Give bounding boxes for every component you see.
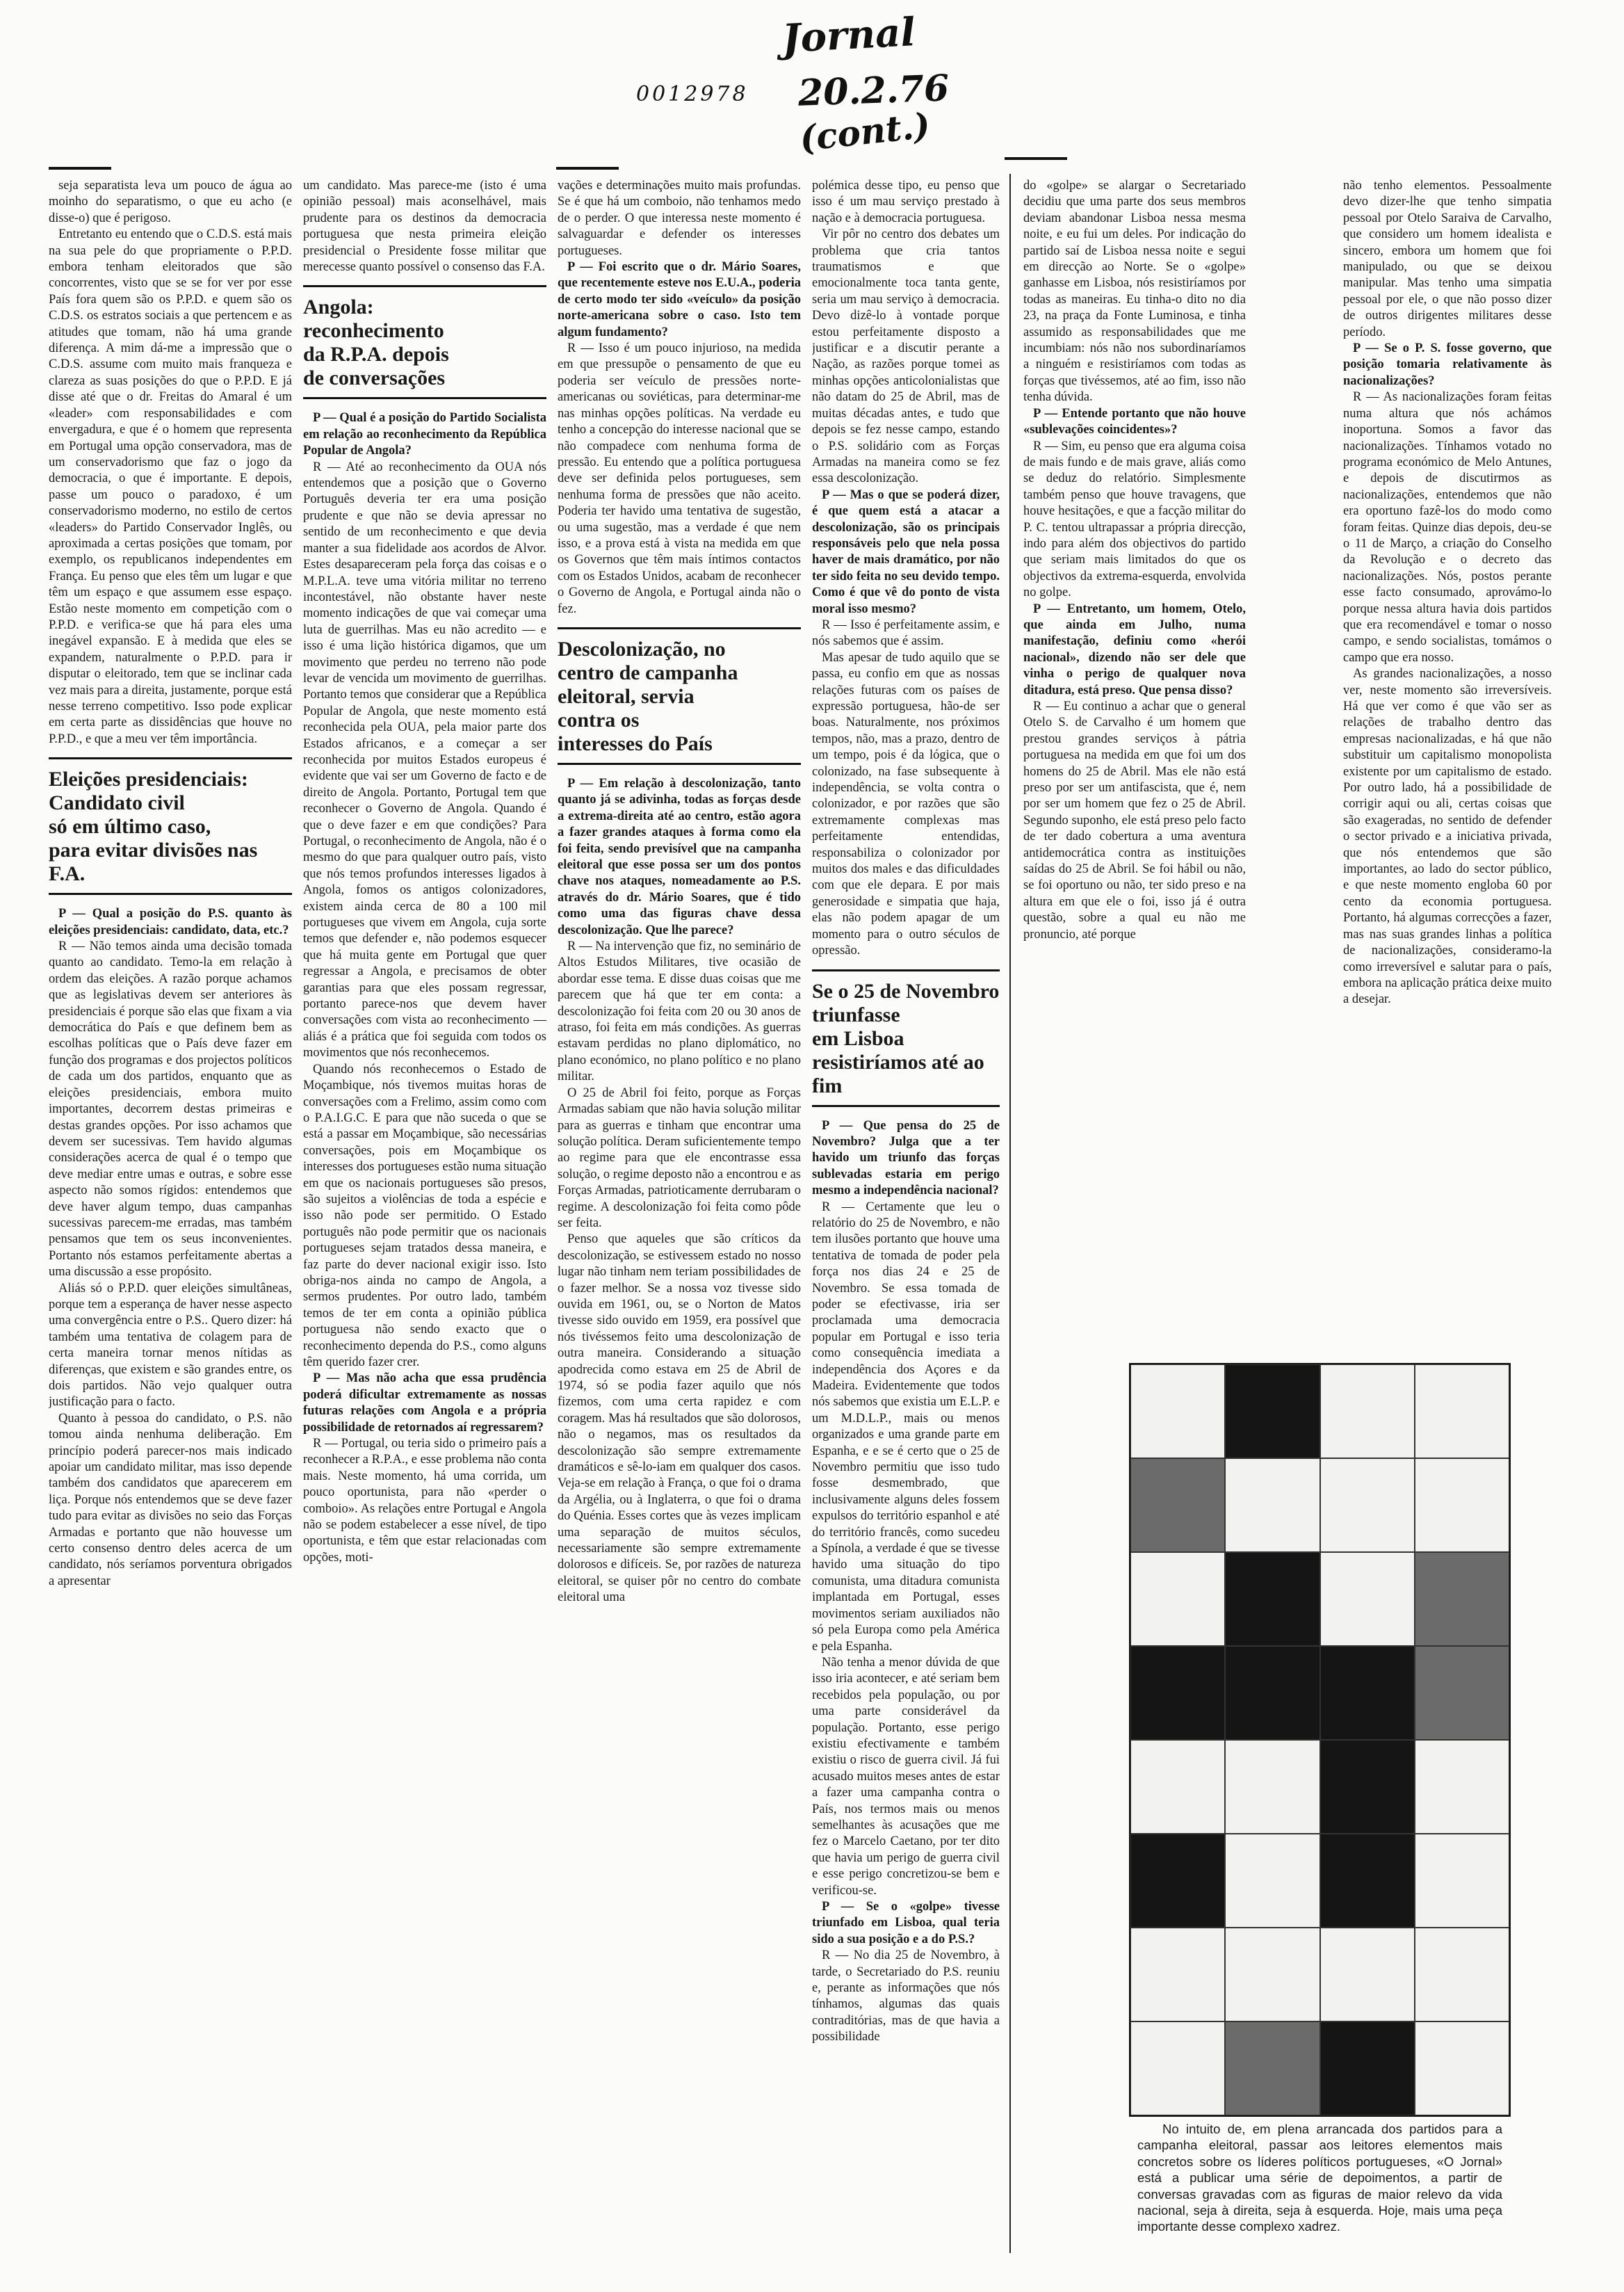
interview-question: P — Se o «golpe» tivesse triunfado em Lisboa, qual teria sido a sua posição e a do P.S.? (812, 1900, 1000, 1946)
article-paragraph: R — Isso é perfeitamente assim, e nós sabemos que é assim. (812, 618, 1000, 649)
section-heading (303, 285, 546, 399)
photo-tile (1130, 1458, 1225, 1552)
photo-tile (1225, 1928, 1320, 2021)
column-rule (556, 167, 619, 170)
photo-tile (1320, 1364, 1415, 1458)
interview-question: P — Foi escrito que o dr. Mário Soares, que recentemente esteve nos E.U.A., poderia de certo modo ter sido «veículo» da posição norte-americana sobre o caso. Isto tem algum fundamento? (558, 260, 801, 339)
article-paragraph: seja separatista leva um pouco de água ao moinho do separatismo, o que eu acho (e disse-o) que é perigoso. (49, 179, 292, 225)
article-paragraph: R — Isso é um pouco injurioso, na medida em que pressupõe o pensamento de que eu poderia ser veículo de pressões norte-americanas ou soviéticas, para determinar-me nas minhas opções políticas. Na verdade eu tenho a concepção do interesse nacional que se não compadece com nenhuma forma de pressão. Eu entendo que a política portuguesa deve ser definida pelos portugueses, sem nenhuma forma de pressões que não aceito. Poderia ter havido uma tentativa de sugestão, ou uma sugestão, mas a verdade é que nem isso, e a prova está à vista na medida em que os Governos que têm mais íntimos contactos com os Estados Unidos, acabam de reconhecer o Governo de Angola, e Portugal ainda não o fez. (558, 341, 801, 616)
photo-tile (1130, 1834, 1225, 1928)
section-heading-line: em Lisboa (812, 1026, 904, 1050)
section-heading-line: só em último caso, (49, 815, 211, 839)
article-paragraph: não tenho elementos. Pessoalmente devo dizer-lhe que tenho simpatia pessoal por Otelo Saraiva de Carvalho, que considero um homem idealista e sincero, embora um homem que foi manipulado, ou que se deixou manipular. Mas tenho uma simpatia pessoal por ele, o que não posso dizer de outros dirigentes militares desse período. (1343, 179, 1552, 339)
photo-tile (1320, 1740, 1415, 1834)
section-heading-line: Eleições presidenciais: (49, 768, 248, 791)
interview-question: P — Qual a posição do P.S. quanto às eleições presidenciais: candidato, data, etc.? (49, 907, 292, 937)
photo-tile (1415, 1740, 1509, 1834)
section-heading (558, 627, 801, 765)
photo-tile (1320, 1552, 1415, 1646)
section-heading-line: reconhecimento (303, 319, 444, 343)
article-paragraph: R — Na intervenção que fiz, no seminário de Altos Estudos Militares, tive ocasião de abordar esse tema. E disse duas coisas que me parecem que há que ter em conta: a descolonização foi feita com 20 ou 30 anos de atraso, foi feita em más condições. As guerras estavam perdidas no plano diplomático, no plano económico, no plano político e no plano militar. (558, 939, 801, 1084)
section-heading (49, 757, 292, 895)
article-paragraph: R — Até ao reconhecimento da OUA nós entendemos que a posição que o Governo Português deveria ter era uma posição prudente e que não se devia apressar no sentido de um reconhecimento e que devia manter a sua fidelidade aos acordos de Alvor. Estes desapareceram pela força das coisas e o M.P.L.A. teve uma vitória militar no terreno incontestável, não obstante haver neste momento indicações de que vai começar uma luta de guerrilhas. Mas eu não acredito — e isso é uma lição histórica digamos, que um movimento que perdeu no terreno não pode levar de vencida um movimento de guerrilhas. Portanto temos que considerar que a República Popular de Angola, que neste momento está reconhecida pela OUA, pela maior parte dos Estados africanos, e a começar a ser reconhecida por muitos Estados europeus é evidente que vai ser um Governo de facto e de direito de Angola. Portanto, Portugal tem que reconhecer o Governo de Angola. Quando é que o deve fazer e em que condições? Para Portugal, o reconhecimento de Angola, não é o mesmo do que para qualquer outro país, visto que nós temos profundos interesses ligados à Angola, fomos os antigos colonizadores, existem ainda cerca de 80 a 100 mil portugueses que vivem em Angola, cuja sorte temos que defender e, não podemos esquecer que há muita gente em Portugal que quer regressar a Angola, e precisamos de obter garantias para que eles possam regressar, portanto parece-nos que devem haver conversações com vista ao reconhecimento — aliás é a prática que foi seguida com todos os movimentos que nós reconhecemos. (303, 460, 546, 1060)
article-paragraph: Entretanto eu entendo que o C.D.S. está mais na sua pele do que propriamente o P.P.D. embora tenham eleitorados que são concorrentes, visto que se se for ver por esse País fora quem são os P.P.D. e quem são os C.D.S. os estratos sociais a que pertencem e as atitudes que tomam, não há uma grande diferença. A mim dá-me a impressão que o C.D.S. assume com muito mais franqueza e clareza as suas posições do que o P.P.D. E já disse até que o dr. Freitas do Amaral é um «leader» com responsabilidades e com envergadura, e que é o homem que representa em Portugal uma opção conservadora, mas de um conservadorismo que faz o jogo da democracia, o que é importante. E depois, passe um pouco o paradoxo, é um conservadorismo moderno, no estilo de certos «leaders» do Partido Conservador Inglês, ou aproximada a certas posições que tomam, por exemplo, os republicanos independentes em França. Eu penso que eles têm um lugar e que têm um espaço e que assumem esse espaço. Estão neste momento em competição com o P.P.D. e verifica-se que há para eles uma inegável expansão. E à medida que eles se expandem, naturalmente o P.P.D. para ir disputar o eleitorado, tem que se inclinar cada vez mais para a direita, justamente, porque está nesse terreno competitivo. Isso pode explicar em certa parte as dissidências que houve no P.P.D., e que a meu ver têm importância. (49, 227, 292, 746)
article-paragraph: do «golpe» se alargar o Secretariado decidiu que uma parte dos seus membros deviam abandonar Lisboa nessa mesma noite, e eu fui um deles. Por indicação do partido saí de Lisboa nessa noite e segui em direcção ao Norte. Se o «golpe» ganhasse em Lisboa, nós resistiríamos por todas as maneiras. Eu tinha-o dito no dia 23, na praça da Fonte Luminosa, e tinha assumido as responsabilidades que me incumbiam: nós não nos subordinaríamos a ninguém e resistiríamos com todas as forças que tivéssemos, até ao fim, isso não tenha dúvida. (1023, 179, 1246, 405)
article-column-3 (558, 178, 801, 2250)
article-paragraph: Quando nós reconhecemos o Estado de Moçambique, nós tivemos muitas horas de conversações com a Frelimo, assim como com o P.A.I.G.C. E para que não suceda o que se está a passar em Moçambique, são necessárias conversações, pois em Moçambique os interesses dos portugueses estão numa situação em que os nacionais portugueses são presos, são sujeitos a violências de toda a espécie e isso não pode ser permitido. O Estado português não pode permitir que os nacionais portugueses sejam tratados dessa maneira, e faz parte do dever nacional exigir isso. Isto obriga-nos ainda no campo de Angola, a sermos prudentes. Por outro lado, também temos de ter em conta a opinião pública portuguesa não sendo exacto que o reconhecimento dependa do P.S., como alguns têm querido fazer crer. (303, 1062, 546, 1369)
interview-question: P — Mas não acha que essa prudência poderá dificultar extremamente as nossas futuras relações com Angola e a própria possibilidade de retornados aí regressarem? (303, 1371, 546, 1435)
article-paragraph: R — Eu continuo a achar que o general Otelo S. de Carvalho é um homem que prestou grandes serviços à pátria portuguesa na medida em que foi um dos homens do 25 de Abril. Mas ele não está preso por ser um antifascista, que é, nem por ser um homem que fez o 25 de Abril. Segundo suponho, ele está preso pelo facto de ter dado cobertura a uma aventura antidemocrática contra as instituições saídas do 25 de Abril. Se foi hábil ou não, se foi oportuno ou não, ter sido preso e na altura em que ele o foi, isso já é outra questão, sobre a qual eu não me pronuncio, até porque (1023, 700, 1246, 942)
article-paragraph: Aliás só o P.P.D. quer eleições simultâneas, porque tem a esperança de haver nesse aspecto uma convergência entre o P.S.. Quero dizer: há também uma tentativa de colagem para de certa maneira tornar menos nítidas as diferenças, que existem e são grandes entre, os dois partidos. Não vejo qualquer outra justificação para o facto. (49, 1281, 292, 1410)
photo-tile (1320, 1834, 1415, 1928)
handwritten-date: 20.2.76 (797, 67, 950, 115)
article-paragraph: Vir pôr no centro dos debates um problema que cria tantos traumatismos e que emocionalmente toca tanta gente, seria um mau serviço à democracia. Devo dizê-lo à vontade porque estou perfeitamente disposto a justificar e a discutir perante a Nação, as razões porque tomei as minhas opções anticolonialistas que não datam do 25 de Abril, mas de muitas décadas antes, e tudo que depois se fez nesse campo, estando o P.S. solidário com as Forças Armadas na maneira como se fez essa descolonização. (812, 227, 1000, 486)
photo-tile (1130, 1928, 1225, 2021)
article-paragraph: Não tenha a menor dúvida de que isso iria acontecer, e até seriam bem recebidos pela população, ou por uma parte considerável da população. Portanto, esse perigo existiu efectivamente e também existiu o risco de guerra civil. Já fui acusado muitos meses antes de estar a fazer uma campanha contra o País, nos termos mais ou menos semelhantes às acusações que me fez o Marcelo Caetano, por ter dito que havia um perigo de guerra civil e esse perigo concretizou-se bem e verificou-se. (812, 1655, 1000, 1898)
article-column-6 (1343, 178, 1552, 1346)
article-paragraph: R — Não temos ainda uma decisão tomada quanto ao candidato. Temo-la em relação à ordem das eleições. A razão porque achamos que as legislativas devem ser anteriores às presidenciais é porque são elas que fixam a via democrática do País e que definem bem as escolhas políticas que o País deve fazer em função dos programas e dos projectos políticos de cada um dos partidos, enquanto que as eleições presidenciais, embora muito importantes, decorrem destas primeiras e destas grandes opções. Por isso achamos que devem ser sucessivas. Tem havido algumas considerações acerca de qual é o tempo que deve mediar entre umas e outras, e sobre esse aspecto não somos rígidos: entendemos que deve haver algum tempo, duas campanhas sucessivas parecem-me erradas, mas também pensamos que tem os seus inconvenientes. Portanto nós estamos perfeitamente abertas a uma discussão a esse propósito. (49, 939, 292, 1280)
section-heading-line: eleitoral, servia (558, 684, 695, 708)
photo-tile (1225, 1458, 1320, 1552)
section-heading-line: resistiríamos até ao fim (812, 1050, 984, 1097)
interview-question: P — Se o P. S. fosse governo, que posição tomaria relativamente às nacionalizações? (1343, 341, 1552, 388)
column-rule (1005, 157, 1067, 160)
photo-tile (1225, 1552, 1320, 1646)
photo-tile (1415, 2021, 1509, 2115)
article-paragraph: R — Sim, eu penso que era alguma coisa de mais fundo e de mais grave, aliás como se deduz do relatório. Simplesmente também penso que houve travagens, que houve hesitações, e que a facção militar do P. C. tentou ultrapassar a própria direcção, indo para além dos objectivos do partido que seriam mais limitados do que os objectivos da extrema-esquerda, envolvida no golpe. (1023, 439, 1246, 600)
article-paragraph: R — Certamente que leu o relatório do 25 de Novembro, e não tem ilusões portanto que houve uma tentativa de tomada de poder pela força nos dias 24 e 25 de Novembro. Se essa tomada de poder se efectivasse, iria ser proclamada uma democracia popular em Portugal e isso teria como consequência imediata a independência dos Açores e da Madeira. Evidentemente que todos nós sabemos que existia um E.L.P. e um M.D.L.P., mais ou menos organizados e uma grande parte em Espanha, e e se é certo que o 25 de Novembro permitiu que isso tudo fosse desmembrado, que inclusivamente alguns deles fossem expulsos do território espanhol e até do território francês, como sucedeu a Spínola, a verdade é que se tivesse havido uma situação do tipo comunista, uma ditadura comunista implantada em Portugal, esses movimentos seriam auxiliados não só pela Europa como pela América e pela Espanha. (812, 1200, 1000, 1654)
interview-question: P — Qual é a posição do Partido Socialista em relação ao reconhecimento da República Popular de Angola? (303, 411, 546, 458)
photo-tile (1320, 1458, 1415, 1552)
section-heading-line: triunfasse (812, 1003, 900, 1026)
interview-question: P — Entretanto, um homem, Otelo, que ainda em Julho, numa manifestação, definiu como «herói nacional», dizendo não ser dele que vinha o perigo de qualquer nova ditadura, está preso. Que pensa disso? (1023, 602, 1246, 697)
photo-tile (1415, 1364, 1509, 1458)
section-heading-line: Descolonização, no (558, 637, 726, 661)
photo-tile (1415, 1834, 1509, 1928)
article-paragraph: Quanto à pessoa do candidato, o P.S. não tomou ainda nenhuma deliberação. Em princípio poderá parecer-nos mais indicado apoiar um candidato militar, mas isso depende também dos candidatos que aparecerem em liça. Porque nós entendemos que se deve fazer tudo para evitar as divisões no seio das Forças Armadas e portanto que não houvesse um certo consenso dentro deles acerca de um candidato, nós seríamos porventura obrigados a apresentar (49, 1411, 292, 1588)
article-column-1 (49, 178, 292, 2250)
photo-caption (1137, 2121, 1502, 2235)
article-paragraph: O 25 de Abril foi feito, porque as Forças Armadas sabiam que não havia solução militar para as guerras e tinham que encontrar uma solução política. Deram suficientemente tempo ao regime para que ele encontrasse essa solução, o regime deposto não a encontrou e as Forças Armadas, patrioticamente derrubaram o regime. A descolonização foi feita como pôde ser feita. (558, 1086, 801, 1230)
section-heading-line: Se o 25 de Novembro (812, 979, 1000, 1003)
handwritten-journal-name: Jornal (781, 9, 917, 62)
photo-tile (1225, 1834, 1320, 1928)
photo-tile (1130, 2021, 1225, 2115)
section-heading-line: interesses do País (558, 732, 713, 755)
photo-tile (1225, 1364, 1320, 1458)
column-rule (49, 167, 111, 170)
photo-tile (1320, 2021, 1415, 2115)
section-heading-line: Candidato civil (49, 791, 185, 815)
article-paragraph: As grandes nacionalizações, a nosso ver, neste momento são irreversíveis. Há que ver como é que vão ser as relações de trabalho dentro das empresas nacionalizadas, e há que não substituir um capitalismo monopolista existente por um capitalismo de estado. Por outro lado, há a possibilidade de corrigir aqui ou ali, certas coisas que são exageradas, no sentido de defender o sector privado e a iniciativa privada, que nós entendemos que são importantes, ao lado do sector público, e que neste momento engloba 60 por cento da economia portuguesa. Portanto, há algumas correcções a fazer, mas nas suas grandes linhas a política de nacionalizações, consideramo-la como irreversível e salutar para o país, embora na aplicação prática deixe muito a desejar. (1343, 667, 1552, 1007)
article-column-2 (303, 178, 546, 2250)
section-heading-line: centro de campanha (558, 661, 738, 684)
photo-tile (1130, 1740, 1225, 1834)
interview-question: P — Entende portanto que não houve «sublevações coincidentes»? (1023, 406, 1246, 437)
section-heading-line: para evitar divisões nas F.A. (49, 839, 258, 886)
article-paragraph: R — As nacionalizações foram feitas numa altura que nós achámos inoportuna. Somos a favor das nacionalizações. Tínhamos votado no programa económico de Melo Antunes, e depois de discutirmos as nacionalizações, entendemos que não era oportuno fazê-los do modo como foram feitas. Quinze dias depois, deu-se o 11 de Março, a criação do Conselho da Revolução e o decreto das nacionalizações. Nós, postos perante esse facto consumado, aprovámo-lo porque nessa altura havia dois partidos que era recomendável e tomar o nosso campo, e sendo socialistas, tomámos o campo que era nosso. (1343, 390, 1552, 665)
photo-tile (1130, 1646, 1225, 1740)
article-paragraph: R — Portugal, ou teria sido o primeiro país a reconhecer a R.P.A., e esse problema não conta mais. Neste momento, há uma corrida, um pouco oportunista, para não «perder o comboio». As relações entre Portugal e Angola não se podem estabelecer a esse nível, de tipo oportunista, e têm que estar relacionadas com opções, moti- (303, 1437, 546, 1565)
interview-question: P — Em relação à descolonização, tanto quanto já se adivinha, todas as forças desde a extrema-direita até ao centro, estão agora a fazer grandes ataques à forma como ela foi feita, sendo previsível que na campanha eleitoral que esse possa ser um dos pontos chave nos ataques, nomeadamente ao P.S. através do dr. Mário Soares, que é tido como uma das figuras chave dessa descolonização. Que lhe parece? (558, 776, 801, 937)
caption-text: No intuito de, em plena arrancada dos partidos para a campanha eleitoral, passar aos leitores elementos mais concretos sobre os líderes políticos portugueses, «O Jornal» está a publicar uma série de depoimentos, a partir de conversas gravadas com as figuras de maior relevo da vida nacional, seja à direita, seja à esquerda. Hoje, mais uma peça importante desse complexo xadrez. (1137, 2122, 1502, 2234)
photo-tile (1415, 1552, 1509, 1646)
photo-tile (1415, 1928, 1509, 2021)
handwritten-continuation-note: (cont.) (797, 104, 932, 159)
article-paragraph: R — No dia 25 de Novembro, à tarde, o Secretariado do P.S. reuniu e, perante as informações que nós tínhamos, algumas das quais contraditórias, mas de que havia a possibilidade (812, 1948, 1000, 2044)
section-heading-line: da R.P.A. depois (303, 343, 449, 366)
article-column-5 (1023, 178, 1246, 1346)
section-heading-line: Angola: (303, 296, 374, 319)
interview-question: P — Que pensa do 25 de Novembro? Julga que a ter havido um triunfo das forças sublevadas estaria em perigo mesmo a independência nacional? (812, 1118, 1000, 1198)
section-heading-line: contra os (558, 708, 640, 732)
article-paragraph: polémica desse tipo, eu penso que isso é um mau serviço prestado à nação e à democracia portuguesa. (812, 179, 1000, 225)
photo-tile (1320, 1646, 1415, 1740)
column-divider (1009, 174, 1011, 2253)
photo-mosaic (1129, 1363, 1511, 2117)
photo-tile (1130, 1552, 1225, 1646)
section-heading-line: de conversações (303, 366, 446, 390)
article-paragraph: Penso que aqueles que são críticos da descolonização, se estivessem estado no nosso lugar não tinham nem teriam possibilidades de o fazer melhor. Se a nossa voz tivesse sido ouvida em 1961, ou, se o Norton de Matos tivesse sido ouvido em 1959, era possível que nós tivéssemos feito uma descolonização de outra maneira. Considerando a situação apodrecida como estava em 25 de Abril de 1974, só se podia fazer aquilo que nós fizemos, com uma certa rapidez e com coragem. Mas há resultados que são dolorosos, não o negamos, mas os resultados da descolonização são sempre extremamente dramáticos e sê-lo-iam em qualquer dos casos. Veja-se em relação à França, o que foi o drama da Argélia, ou à Inglaterra, o que foi o drama do Quénia. Esses cortes que às vezes implicam uma separação de muitos séculos, necessariamente são sempre extremamente dolorosos e difíceis. Se, por razões de natureza eleitoral, se quiser pôr no centro do combate eleitoral uma (558, 1232, 801, 1605)
article-paragraph: um candidato. Mas parece-me (isto é uma opinião pessoal) mais aconselhável, mais prudente para os destinos da democracia portuguesa que nesta primeira eleição presidencial o Presidente fosse militar que merecesse quanto possível o consenso das F.A. (303, 179, 546, 275)
photo-tile (1415, 1646, 1509, 1740)
section-heading (812, 969, 1000, 1107)
archive-number: 0012978 (636, 82, 749, 106)
article-paragraph: vações e determinações muito mais profundas. Se é que há um comboio, não tenhamos medo de o perder. O que interessa neste momento é salvaguardar e defender os interesses portugueses. (558, 179, 801, 258)
photo-tile (1225, 1646, 1320, 1740)
photo-tile (1225, 2021, 1320, 2115)
photo-tile (1415, 1458, 1509, 1552)
article-column-4 (812, 178, 1000, 2250)
photo-tile (1225, 1740, 1320, 1834)
photo-tile (1320, 1928, 1415, 2021)
article-paragraph: Mas apesar de tudo aquilo que se passa, eu confio em que as nossas relações futuras com os países de expressão portuguesa, hão-de ser boas. Naturalmente, nos próximos tempos, não, mas a prazo, dentro de um tempo, pois é da lógica, que o colonizado, na fase subsequente à independência, se volta contra o colonizador, e por razões que são extremamente complexas mas perfeitamente entendidas, responsabiliza o colonizador por muitos dos males e das dificuldades com que ele depara. E por mais generosidade e simpatia que haja, elas não podem apagar de um momento para o outro séculos de opressão. (812, 650, 1000, 958)
photo-tile (1130, 1364, 1225, 1458)
interview-question: P — Mas o que se poderá dizer, é que quem está a atacar a descolonização, são os principais responsáveis pelo que nela possa haver de mais dramático, por não ter sido feita no seu devido tempo. Como é que vê do ponto de vista moral isso mesmo? (812, 487, 1000, 616)
